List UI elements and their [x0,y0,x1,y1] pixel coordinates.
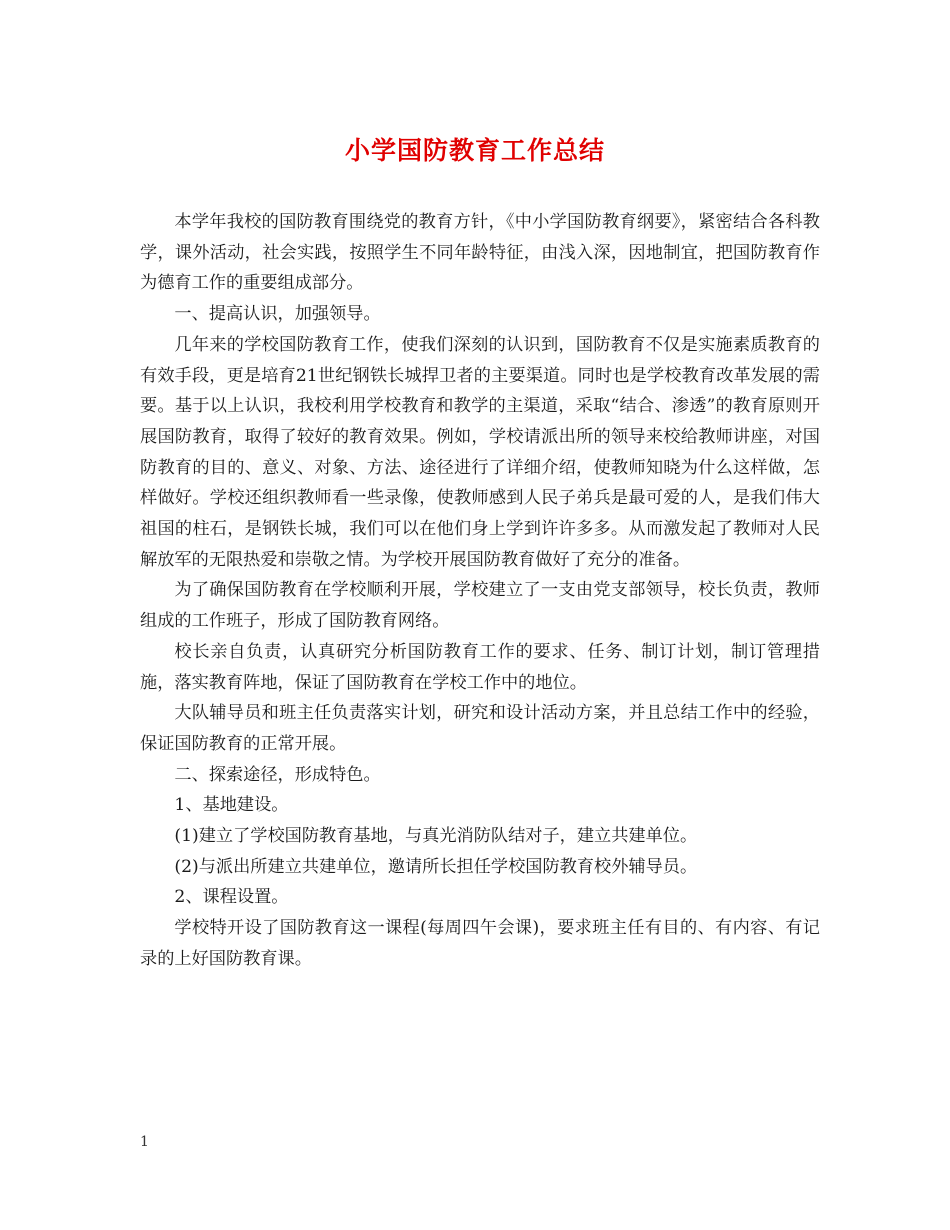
document-title: 小学国防教育工作总结 [344,136,605,165]
section-heading-1: 一、提高认识，加强领导。 [174,304,381,325]
paragraph: 校长亲自负责，认真研究分析国防教育工作的要求、任务、制订计划，制订管理措施，落实教育阵地，保证了国防教育在学校工作中的地位。 [140,641,820,693]
paragraph: 几年来的学校国防教育工作，使我们深刻的认识到，国防教育不仅是实施素质教育的有效手段，更是培育21世纪钢铁长城捍卫者的主要渠道。同时也是学校教育改革发展的需要。基于以上认识，我校利用学校教育和教学的主渠道，采取“结合、渗透”的教育原则开展国防教育，取得了较好的教育效果。例如，学校请派出所的领导来校给教师讲座，对国防教育的目的、意义、对象、方法、途径进行了详细介绍，使教师知晓为什么这样做，怎样做好。学校还组织教师看一些录像，使教师感到人民子弟兵是最可爱的人，是我们伟大祖国的柱石，是钢铁长城，我们可以在他们身上学到许许多多。从而激发起了教师对人民解放军的无限热爱和崇敬之情。为学校开展国防教育做好了充分的准备。 [140,334,820,570]
paragraph: 学校特开设了国防教育这一课程(每周四午会课)，要求班主任有目的、有内容、有记录的上好国防教育课。 [140,918,820,969]
paragraph-intro: 本学年我校的国防教育围绕党的教育方针，《中小学国防教育纲要》，紧密结合各科教学，课外活动，社会实践，按照学生不同年龄特征，由浅入深，因地制宜，把国防教育作为德育工作的重要组成部分。 [140,212,820,294]
paragraph: 为了确保国防教育在学校顺利开展，学校建立了一支由党支部领导，校长负责，教师组成的工作班子，形成了国防教育网络。 [140,580,820,632]
subsection-heading: 2、课程设置。 [174,887,289,908]
subsection-heading: 1、基地建设。 [174,795,289,816]
list-item: (1)建立了学校国防教育基地，与真光消防队结对子，建立共建单位。 [174,826,698,847]
page-number: 1 [140,1134,149,1150]
section-heading-2: 二、探索途径，形成特色。 [174,764,381,785]
paragraph: 大队辅导员和班主任负责落实计划，研究和设计活动方案，并且总结工作中的经验，保证国防教育的正常开展。 [140,703,820,754]
document-body [140,207,820,975]
list-item: (2)与派出所建立共建单位，邀请所长担任学校国防教育校外辅导员。 [174,856,698,877]
